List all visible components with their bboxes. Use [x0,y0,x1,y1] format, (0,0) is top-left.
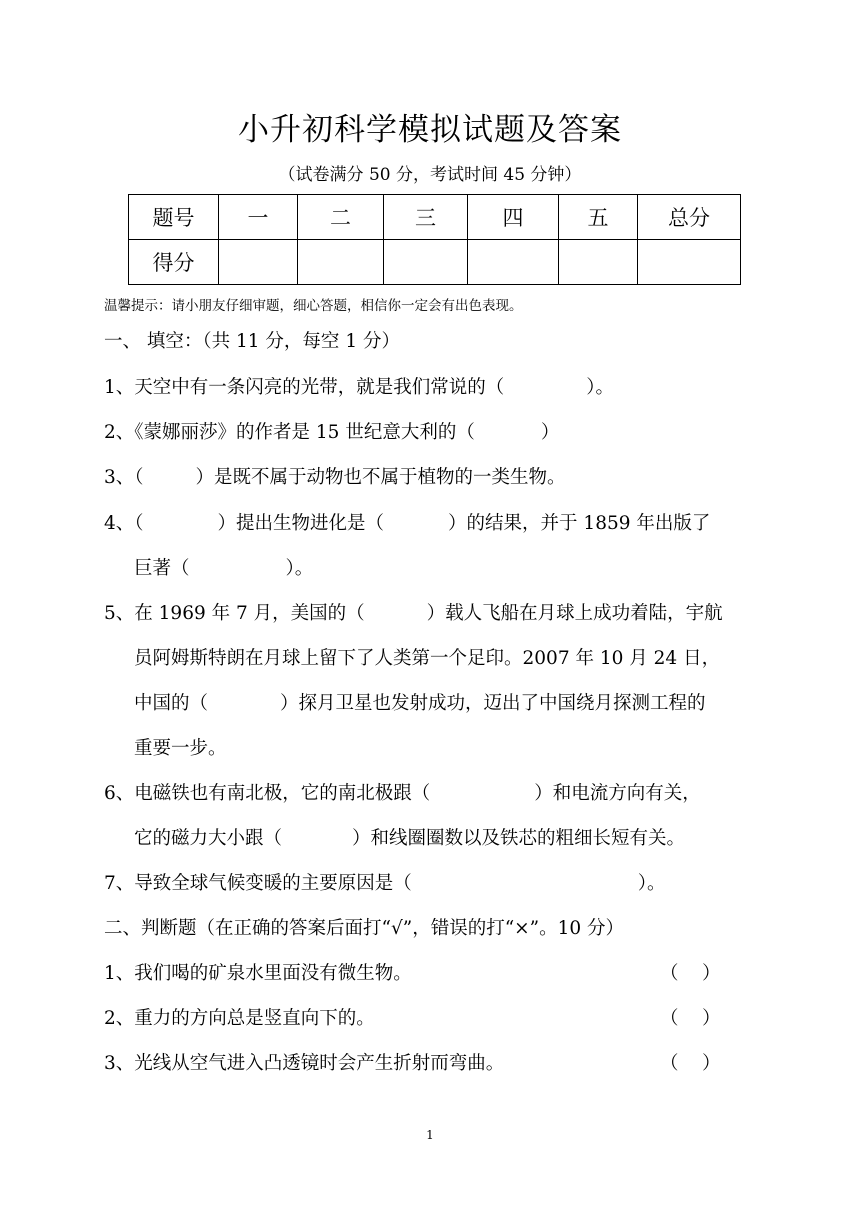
score-table-header-cell: 三 [384,195,468,240]
score-cell[interactable] [468,240,559,285]
question-text: ）。 [285,558,314,579]
question-6-cont [134,827,685,851]
page-title: 小升初科学模拟试题及答案 [238,112,622,148]
question-text: 5、在 1969 年 7 月，美国的（ [104,603,365,624]
score-cell[interactable] [638,240,741,285]
question-text: ） [540,422,560,443]
question-2 [104,421,559,445]
question-5-cont: 重要一步。 [134,738,227,759]
question-4-cont [134,557,313,581]
score-table-header-cell: 五 [559,195,638,240]
question-5-cont: 员阿姆斯特朗在月球上留下了人类第一个足印。2007 年 10 月 24 日， [134,648,721,669]
question-text: 4、（ [104,513,144,534]
question-5 [104,602,723,626]
score-table-header-row [129,195,741,240]
section2-heading: 二、判断题（在正确的答案后面打“√”，错误的打“×”。10 分） [104,918,625,939]
judge-answer-box[interactable]: （ ） [660,1008,721,1029]
score-table [128,194,741,285]
score-table-header-cell: 四 [468,195,559,240]
score-table-score-row [129,240,741,285]
question-text: 2、《蒙娜丽莎》的作者是 15 世纪意大利的（ [104,422,475,443]
question-6 [104,782,701,806]
question-text: 它的磁力大小跟（ [134,828,283,849]
score-table-header-cell: 题号 [129,195,219,240]
score-table-header-cell: 一 [219,195,298,240]
tip-text: 温馨提示：请小朋友仔细审题，细心答题，相信你一定会有出色表现。 [104,298,523,314]
question-text: 1、天空中有一条闪亮的光带，就是我们常说的（ [104,377,505,398]
score-row-label: 得分 [129,240,219,285]
judge-answer-box[interactable]: （ ） [660,963,721,984]
judge-question: 2、重力的方向总是竖直向下的。 [104,1008,375,1029]
question-3 [104,466,566,490]
score-cell[interactable] [384,240,468,285]
judge-question: 3、光线从空气进入凸透镜时会产生折射而弯曲。 [104,1053,505,1074]
question-text: ）载人飞船在月球上成功着陆，宇航 [426,603,723,624]
question-text: 7、导致全球气候变暖的主要原因是（ [104,873,412,894]
page-number: 1 [426,1128,434,1142]
question-text: ）是既不属于动物也不属于植物的一类生物。 [195,467,566,488]
question-text: ）和线圈圈数以及铁芯的粗细长短有关。 [352,828,686,849]
score-cell[interactable] [298,240,384,285]
judge-question: 1、我们喝的矿泉水里面没有微生物。 [104,963,412,984]
page-subtitle: （试卷满分 50 分，考试时间 45 分钟） [278,165,582,185]
score-table-header-cell: 总分 [638,195,741,240]
score-table-header-cell: 二 [298,195,384,240]
judge-answer-box[interactable]: （ ） [660,1053,721,1074]
question-text: 中国的（ [134,693,209,714]
score-cell[interactable] [559,240,638,285]
section1-heading: 一、 填空：（共 11 分，每空 1 分） [104,331,400,352]
question-text: 3、（ [104,467,144,488]
question-text: ）的结果，并于 1859 年出版了 [448,513,711,534]
question-text: 巨著（ [134,558,190,579]
score-cell[interactable] [219,240,298,285]
question-5-cont [134,692,706,716]
question-text: ）提出生物进化是（ [217,513,385,534]
question-text: 6、电磁铁也有南北极，它的南北极跟（ [104,783,431,804]
question-text: ）。 [637,873,666,894]
question-1 [104,376,614,400]
question-4 [104,512,710,536]
question-7 [104,872,666,896]
question-text: ）。 [586,377,615,398]
question-text: ）和电流方向有关， [534,783,701,804]
question-text: ）探月卫星也发射成功，迈出了中国绕月探测工程的 [280,693,706,714]
